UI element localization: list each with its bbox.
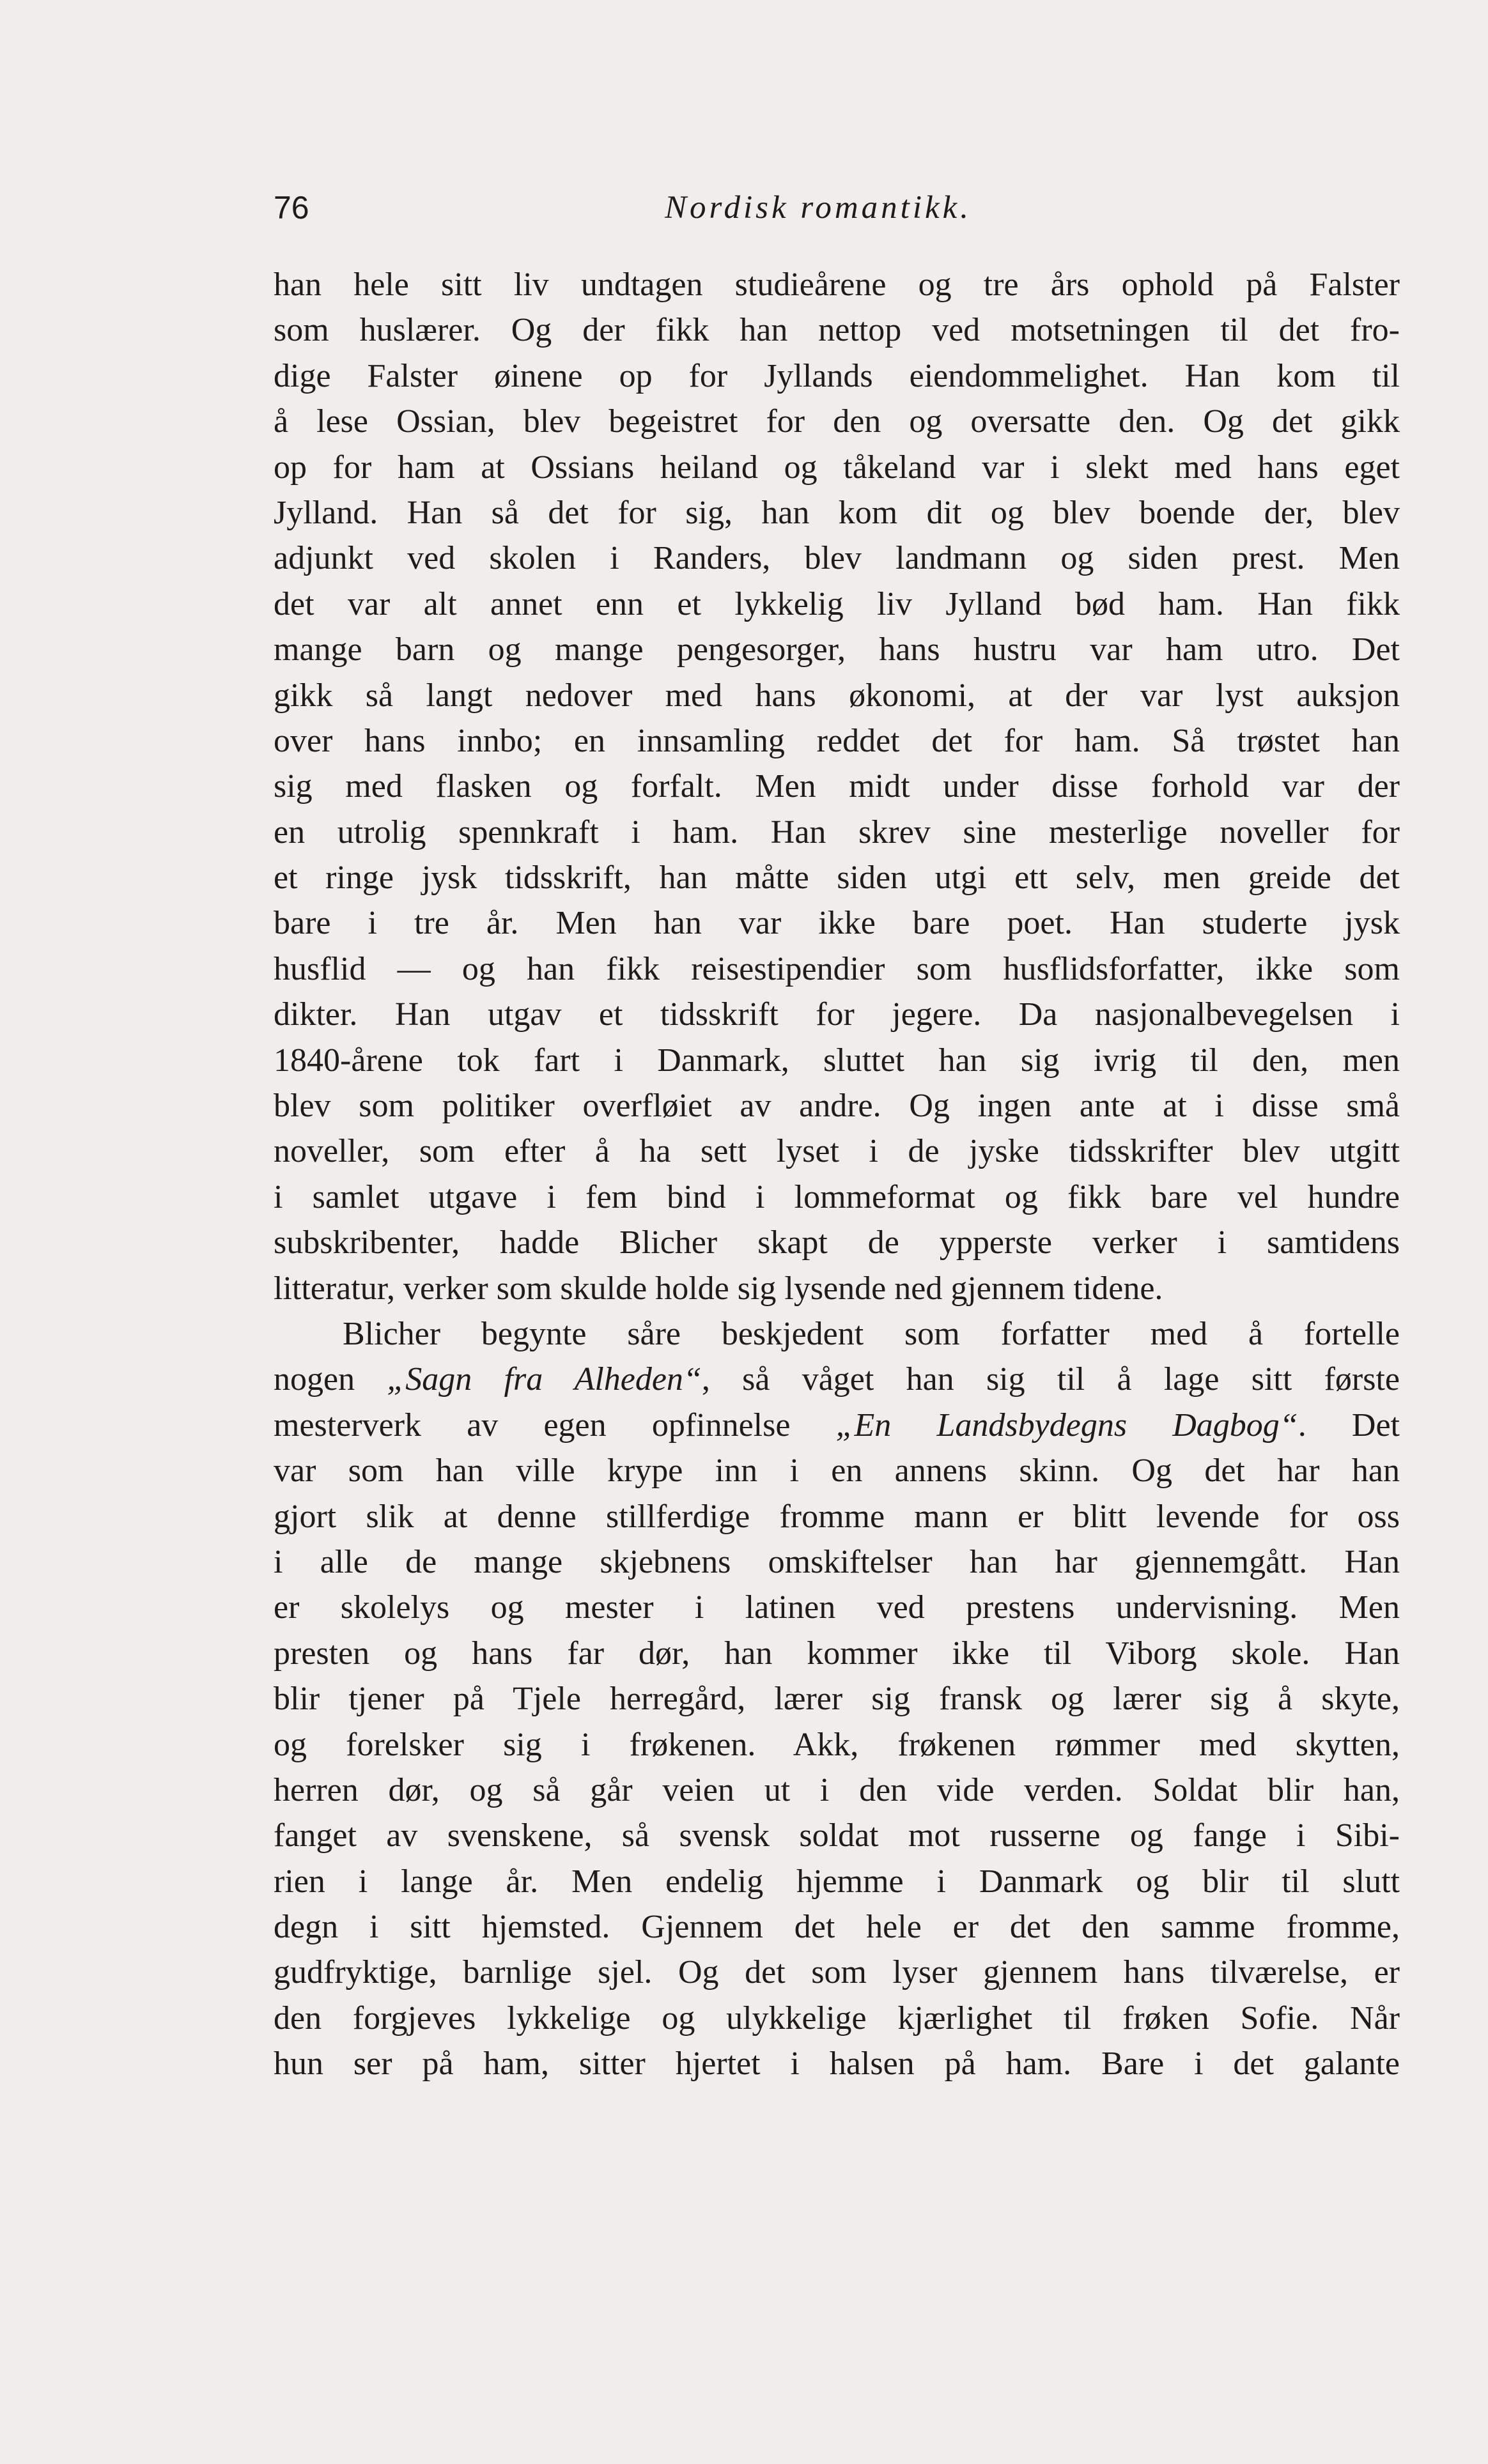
text-line [274,1357,1400,1402]
text-line: noveller, som efter å ha sett lyset i de jyske tidsskrifter blev utgitt [274,1133,1400,1170]
text-line: subskribenter, hadde Blicher skapt de ypperste verker i samtidens [274,1224,1400,1261]
text-line: mange barn og mange pengesorger, hans hustru var ham utro. Det [274,631,1400,668]
text-segment: , så våget han sig til å lage sitt første [701,1361,1400,1398]
page-header [274,184,1404,231]
text-line: i alle de mange skjebnens omskiftelser han har gjennemgått. Han [274,1543,1400,1580]
text-line: i samlet utgave i fem bind i lommeformat og fikk bare vel hundre [274,1178,1400,1215]
text-line: dige Falster øinene op for Jyllands eiendommelighet. Han kom til [274,357,1400,394]
text-line: adjunkt ved skolen i Randers, blev landmann og siden prest. Men [274,540,1400,577]
text-line: presten og hans far dør, han kommer ikke til Viborg skole. Han [274,1635,1400,1672]
text-line: herren dør, og så går veien ut i den vide verden. Soldat blir han, [274,1771,1400,1808]
text-line: var som han ville krype inn i en annens skinn. Og det har han [274,1452,1400,1490]
body-text [274,262,1400,2087]
text-line: å lese Ossian, blev begeistret for den og oversatte den. Og det gikk [274,403,1400,440]
text-line: sig med flasken og forfalt. Men midt under disse forhold var der [274,768,1400,805]
text-line: bare i tre år. Men han var ikke bare poet. Han studerte jysk [274,905,1400,942]
text-line: husflid — og han fikk reisestipendier som husflidsforfatter, ikke som [274,950,1400,987]
text-line: er skolelys og mester i latinen ved prestens undervisning. Men [274,1589,1400,1626]
text-line: som huslærer. Og der fikk han nettop ved motsetningen til det fro- [274,312,1400,349]
text-line: gikk så langt nedover med hans økonomi, at der var lyst auksjon [274,677,1400,714]
running-title: Nordisk romantikk. [665,190,972,226]
text-line: og forelsker sig i frøkenen. Akk, frøkenen rømmer med skytten, [274,1726,1400,1763]
text-line: en utrolig spennkraft i ham. Han skrev sine mesterlige noveller for [274,813,1400,851]
text-segment: mesterverk av egen opfinnelse [274,1406,836,1444]
text-line: et ringe jysk tidsskrift, han måtte siden utgi ett selv, men greide det [274,859,1400,897]
italic-title: „En Landsbydegns Dagbog“ [835,1406,1298,1444]
text-segment: . Det [1298,1406,1400,1444]
text-line: gudfryktige, barnlige sjel. Og det som lyser gjennem hans tilværelse, er [274,1954,1400,1991]
text-line: Jylland. Han så det for sig, han kom dit og blev boende der, blev [274,494,1400,531]
text-line: hun ser på ham, sitter hjertet i halsen på ham. Bare i det galante [274,2045,1400,2083]
text-line [274,1403,1400,1448]
text-line: gjort slik at denne stillferdige fromme mann er blitt levende for oss [274,1498,1400,1535]
text-line: Blicher begynte såre beskjedent som forfatter med å fortelle [343,1315,1400,1352]
text-line: blev som politiker overfløiet av andre. Og ingen ante at i disse små [274,1088,1400,1125]
text-line: litteratur, verker som skulde holde sig lysende ned gjennem tidene. [274,1270,1163,1307]
text-line: fanget av svenskene, så svensk soldat mot russerne og fange i Sibi- [274,1817,1400,1854]
text-line: 1840-årene tok fart i Danmark, sluttet han sig ivrig til den, men [274,1042,1400,1079]
text-line: blir tjener på Tjele herregård, lærer sig fransk og lærer sig å skyte, [274,1681,1400,1718]
italic-title: „Sagn fra Alheden“ [387,1361,702,1398]
text-line: den forgjeves lykkelige og ulykkelige kjærlighet til frøken Sofie. Når [274,1999,1400,2037]
text-line: degn i sitt hjemsted. Gjennem det hele er det den samme fromme, [274,1909,1400,1946]
text-line: over hans innbo; en innsamling reddet det for ham. Så trøstet han [274,722,1400,759]
text-line: dikter. Han utgav et tidsskrift for jegere. Da nasjonalbevegelsen i [274,996,1400,1033]
text-line: op for ham at Ossians heiland og tåkeland var i slekt med hans eget [274,449,1400,486]
text-segment: nogen [274,1361,387,1398]
text-line: rien i lange år. Men endelig hjemme i Danmark og blir til slutt [274,1863,1400,1900]
text-line: han hele sitt liv undtagen studieårene og tre års ophold på Falster [274,266,1400,303]
text-line: det var alt annet enn et lykkelig liv Jylland bød ham. Han fikk [274,585,1400,622]
page-number: 76 [274,190,309,226]
